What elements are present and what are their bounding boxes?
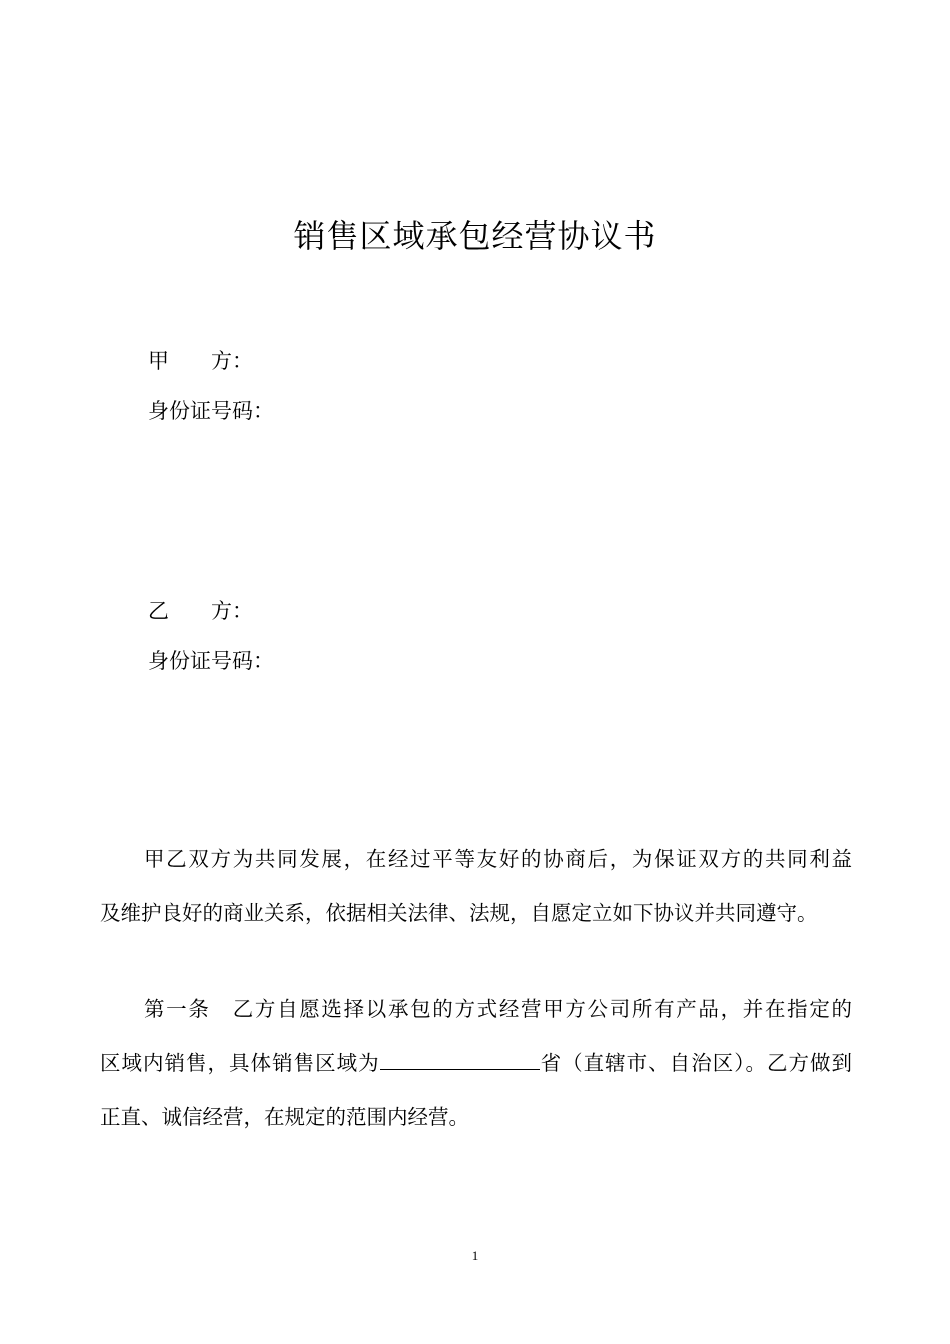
article-1-line-2-prefix: 区域内销售，具体销售区域为 [100,1051,380,1075]
party-a-id-label: 身份证号码： [148,399,274,423]
page-number: 1 [471,1248,479,1263]
article-1-line-1: 第一条 乙方自愿选择以承包的方式经营甲方公司所有产品，并在指定的 [144,997,852,1021]
article-1-paragraph [100,982,852,1144]
preamble-line-1: 甲乙双方为共同发展，在经过平等友好的协商后，为保证双方的共同利益 [144,847,852,871]
article-1-line-2 [100,1036,852,1090]
document-title: 销售区域承包经营协议书 [293,217,657,255]
article-1-line-2-suffix: 省（直辖市、自治区）。乙方做到 [539,1051,853,1075]
party-a-label: 甲 方： [148,349,253,373]
preamble-paragraph [100,832,852,940]
party-b-label: 乙 方： [148,599,253,623]
preamble-line-2: 及维护良好的商业关系，依据相关法律、法规，自愿定立如下协议并共同遵守。 [100,901,818,925]
party-b-id-label: 身份证号码： [148,649,274,673]
article-1-line-3: 正直、诚信经营，在规定的范围内经营。 [100,1105,469,1129]
region-blank-field[interactable] [380,1049,540,1070]
